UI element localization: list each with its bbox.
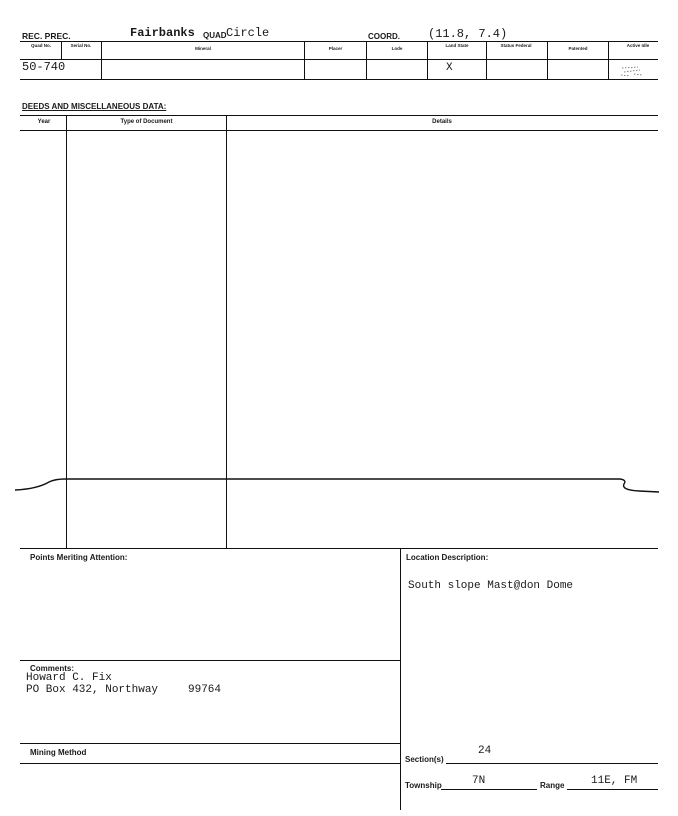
col-lode: Lode [391,46,403,51]
location-text: South slope Mast@don Dome [408,580,574,592]
col-div-federal [486,41,487,79]
comments-zip: 99764 [188,684,222,696]
township-label: Township [405,781,442,790]
rec-prec-label: REC. PREC. [22,31,71,41]
township-underline [441,789,537,790]
range-underline [567,789,658,790]
township-value: 7N [472,775,486,787]
quad-no-value: 50-740 [22,60,66,74]
col-serial-no: Serial No. [70,43,92,48]
deeds-year-label: Year [37,119,51,125]
col-patented: Patented [568,46,588,51]
col-mineral: Mineral [195,46,211,51]
quad-value: Fairbanks [130,26,195,40]
section-value: 24 [478,745,492,757]
col-land-state: Land State [445,43,469,48]
deeds-type-label: Type of Document [120,119,173,125]
points-label: Points Meriting Attention: [30,553,128,562]
land-state-mark: X [446,62,453,74]
col-active-idle: Active Idle [626,43,650,48]
header-bottom-rule [20,79,658,80]
comments-label: Comments: [30,664,75,673]
col-placer: Placer [328,46,343,51]
mining-top-rule [20,743,400,744]
section-underline [446,763,658,764]
col-status-federal: Status Federal [500,43,532,48]
quad-label: QUAD [203,31,227,40]
range-value: 11E, FM [591,775,638,787]
section-label: Section(s) [405,755,444,764]
quad-name: Circle [226,26,270,40]
comments-line1: Howard C. Fix [26,672,112,684]
header-mid-rule [20,59,658,60]
col-div-active [608,41,609,79]
coord-label: COORD. [368,32,400,41]
location-label: Location Description: [406,553,489,562]
header-top-rule [20,41,658,42]
mining-label: Mining Method [30,748,87,757]
deeds-details-label: Details [432,119,452,125]
stamp-mark [618,64,646,78]
col-quad-no: Quad No. [31,43,51,48]
bottom-col-div [400,548,401,810]
bottom-top-rule [20,548,658,549]
comments-line2: PO Box 432, Northway [26,684,159,696]
page-break-line [15,468,663,498]
deeds-title: DEEDS AND MISCELLANEOUS DATA: [22,102,167,111]
coord-value: (11.8, 7.4) [428,27,508,41]
col-div-land-state [427,41,428,79]
deeds-top-rule [20,115,658,116]
range-label: Range [540,781,565,790]
comments-top-rule [20,660,400,661]
mining-bottom-rule [20,763,400,764]
deeds-header-rule [20,130,658,131]
